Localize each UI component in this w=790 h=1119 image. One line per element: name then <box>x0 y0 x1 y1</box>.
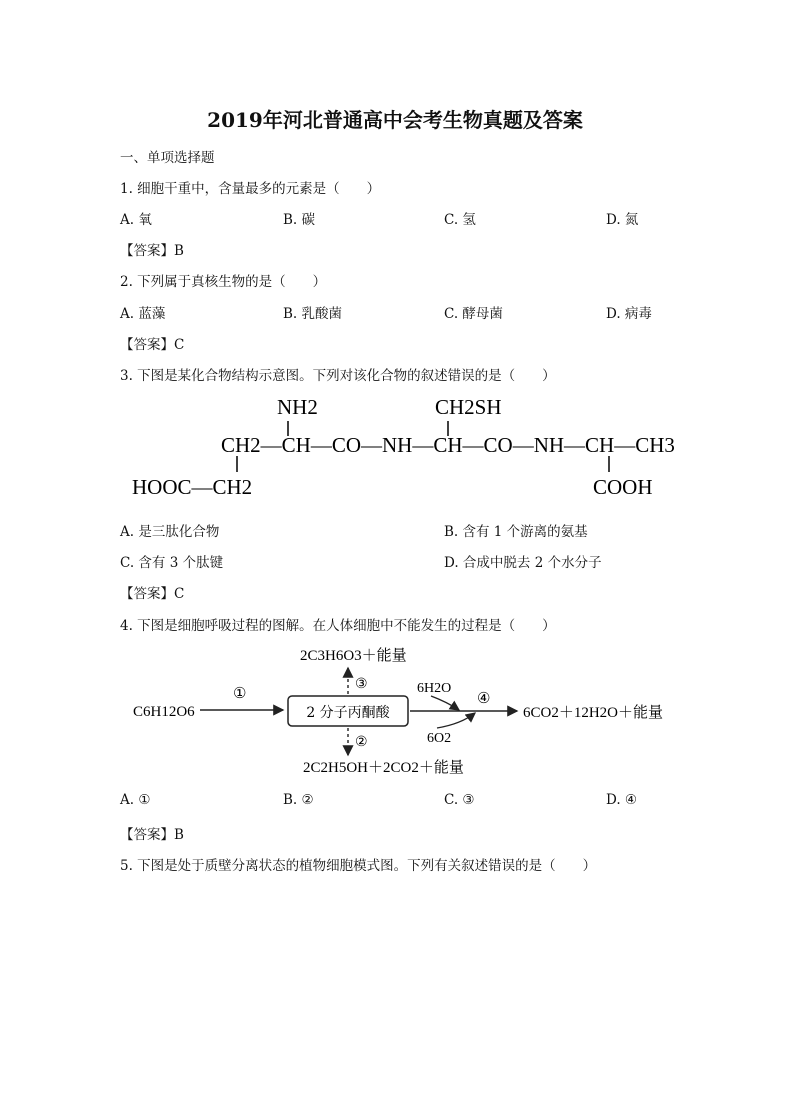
oxygen-input-arrow <box>437 713 475 728</box>
side-chain-label: CH2SH <box>435 395 502 419</box>
peptide-structure-figure <box>125 392 705 510</box>
carboxyl-left-label: HOOC—CH2 <box>132 475 253 499</box>
step4-label: ④ <box>477 689 491 707</box>
q2-option-a: A. 蓝藻 <box>120 306 166 322</box>
respiration-figure <box>125 640 685 780</box>
step1-label: ① <box>233 684 247 702</box>
pyruvate-label: 2 分子丙酮酸 <box>306 705 390 721</box>
ethanol-label: 2C2H5OH＋2CO2＋能量 <box>303 760 464 776</box>
oxygen-input-label: 6O2 <box>427 731 452 746</box>
respiration-diagram <box>125 640 685 780</box>
q1-option-d: D. 氮 <box>606 212 639 228</box>
step3-label: ③ <box>355 676 368 692</box>
q3-option-b: B. 含有 1 个游离的氨基 <box>444 524 588 540</box>
main-chain-label: CH2—CH—CO—NH—CH—CO—NH—CH—CH3 <box>221 433 675 457</box>
q1-option-c: C. 氢 <box>444 212 476 228</box>
section-heading: 一、单项选择题 <box>120 150 215 166</box>
q2-option-d: D. 病毒 <box>606 306 652 322</box>
q3-option-c: C. 含有 3 个肽键 <box>120 555 224 571</box>
peptide-structure-diagram <box>125 392 705 510</box>
q4-option-c: C. ③ <box>444 792 475 808</box>
carboxyl-right-label: COOH <box>593 475 653 499</box>
aerobic-products-label: 6CO2＋12H2O＋能量 <box>523 705 664 721</box>
lactic-acid-label: 2C3H6O3＋能量 <box>300 648 407 664</box>
q4-option-b: B. ② <box>283 792 314 808</box>
q4-answer: 【答案】B <box>120 827 184 843</box>
q3-option-a: A. 是三肽化合物 <box>120 524 220 540</box>
q3-answer: 【答案】C <box>120 586 185 602</box>
q1-stem: 1. 细胞干重中，含量最多的元素是（ ） <box>120 181 381 197</box>
q2-option-b: B. 乳酸菌 <box>283 306 343 322</box>
q3-option-d: D. 合成中脱去 2 个水分子 <box>444 555 602 571</box>
q4-stem: 4. 下图是细胞呼吸过程的图解。在人体细胞中不能发生的过程是（ ） <box>120 618 556 634</box>
q2-stem: 2. 下列属于真核生物的是（ ） <box>120 274 327 290</box>
q1-answer: 【答案】B <box>120 243 184 259</box>
q1-option-b: B. 碳 <box>283 212 316 228</box>
page-title: 2019年河北普通高中会考生物真题及答案 <box>207 108 583 132</box>
amino-group-label: NH2 <box>277 395 318 419</box>
step2-label: ② <box>355 734 368 750</box>
q4-option-a: A. ① <box>120 792 151 808</box>
water-input-arrow <box>431 696 459 710</box>
q2-option-c: C. 酵母菌 <box>444 306 503 322</box>
q1-option-a: A. 氧 <box>120 212 152 228</box>
q2-answer: 【答案】C <box>120 337 185 353</box>
glucose-label: C6H12O6 <box>133 704 195 720</box>
q3-stem: 3. 下图是某化合物结构示意图。下列对该化合物的叙述错误的是（ ） <box>120 368 556 384</box>
q4-option-d: D. ④ <box>606 792 638 808</box>
water-input-label: 6H2O <box>417 681 452 696</box>
q5-stem: 5. 下图是处于质壁分离状态的植物细胞模式图。下列有关叙述错误的是（ ） <box>120 858 597 874</box>
